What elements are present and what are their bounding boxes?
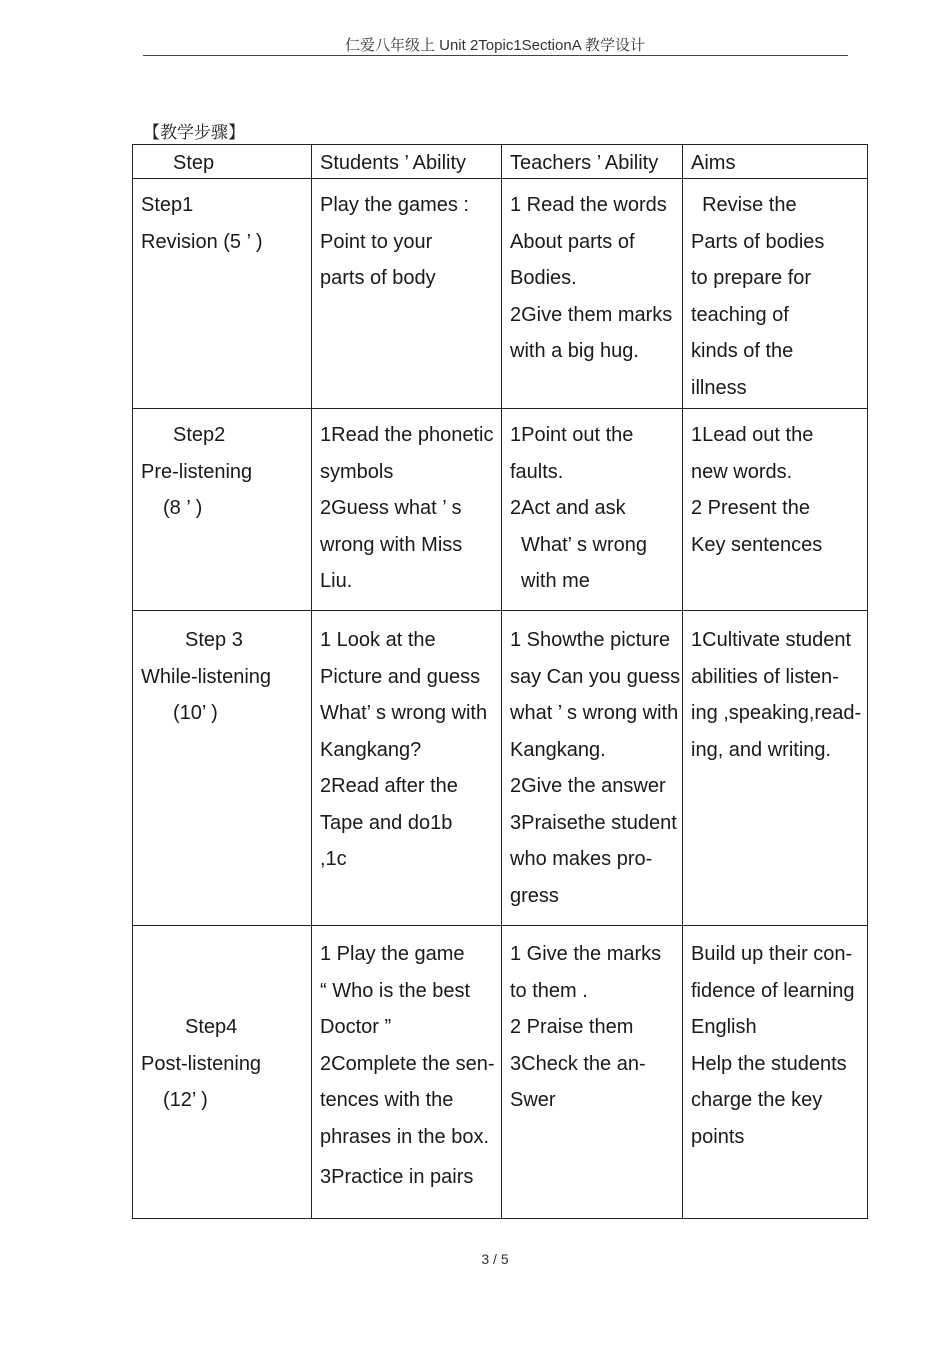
section-label: 【教学步骤】 xyxy=(143,123,245,142)
step-time: (10’ ) xyxy=(173,702,218,724)
cell-line: 1Point out the xyxy=(510,424,634,446)
cell-line: 2Give them marks xyxy=(510,303,673,326)
students-cell xyxy=(312,611,502,926)
cell-line: wrong with Miss xyxy=(320,533,463,556)
cell-line: who makes pro- xyxy=(510,848,653,870)
cell-line: with me xyxy=(521,570,590,592)
cell-line: English xyxy=(691,1016,757,1038)
cell-line: 3Practice in pairs xyxy=(320,1166,474,1188)
teachers-cell xyxy=(502,409,683,611)
header-step: Step xyxy=(133,145,312,179)
cell-line: ing, and writing. xyxy=(691,738,832,761)
aims-cell xyxy=(683,611,868,926)
teachers-cell xyxy=(502,611,683,926)
cell-line: symbols xyxy=(320,460,394,483)
cell-line: fidence of learning xyxy=(691,979,855,1002)
cell-line: Tape and do1b xyxy=(320,811,453,834)
table-header-row xyxy=(133,145,868,179)
cell-line: phrases in the box. xyxy=(320,1125,489,1148)
cell-line: 2 Praise them xyxy=(510,1016,634,1038)
cell-line: to them . xyxy=(510,979,588,1002)
students-cell xyxy=(312,179,502,409)
cell-line: 2 Present the xyxy=(691,497,810,519)
step-phase: While-listening xyxy=(141,665,272,688)
cell-line: 2Complete the sen- xyxy=(320,1052,495,1075)
cell-line: teaching of xyxy=(691,303,789,326)
aims-cell xyxy=(683,179,868,409)
students-cell xyxy=(312,926,502,1219)
cell-line: ,1c xyxy=(320,848,347,870)
cell-line: 2Act and ask xyxy=(510,497,626,519)
cell-line: 3Praisethe student xyxy=(510,811,677,834)
cell-line: 1 Give the marks xyxy=(510,943,662,965)
cell-line: 1 Look at the xyxy=(320,629,436,651)
cell-line: 3Check the an- xyxy=(510,1052,646,1075)
cell-line: 1 Showthe picture xyxy=(510,629,671,651)
step-cell xyxy=(133,409,312,611)
cell-line: what ’ s wrong with xyxy=(510,702,679,724)
cell-line: say Can you guess xyxy=(510,665,681,688)
teaching-steps-table xyxy=(132,144,868,1219)
cell-line: Bodies. xyxy=(510,267,577,289)
cell-line: Revise the xyxy=(691,194,797,216)
cell-line: What’ s wrong with xyxy=(320,702,488,724)
cell-line: 1 Play the game xyxy=(320,943,465,965)
step-name: Step2 xyxy=(173,424,226,446)
step-name: Step4 xyxy=(185,1016,238,1038)
cell-line: illness xyxy=(691,376,747,399)
cell-line: 2Read after the xyxy=(320,775,458,797)
cell-line: What’ s wrong xyxy=(521,533,647,556)
aims-cell xyxy=(683,926,868,1219)
cell-line: About parts of xyxy=(510,230,635,253)
cell-line: “ Who is the best xyxy=(320,979,471,1002)
step-phase: Pre-listening xyxy=(141,460,253,483)
step-phase: Post-listening xyxy=(141,1052,262,1075)
cell-line: 1Read the phonetic xyxy=(320,424,494,446)
cell-line: charge the key xyxy=(691,1089,823,1111)
step-name: Step1 xyxy=(141,194,194,216)
cell-line: with a big hug. xyxy=(510,340,639,362)
header-students-ability: Students ’ Ability xyxy=(312,145,502,179)
cell-line: Picture and guess xyxy=(320,665,481,688)
cell-line: Swer xyxy=(510,1089,556,1111)
teachers-cell xyxy=(502,179,683,409)
cell-line: abilities of listen- xyxy=(691,665,839,688)
cell-line: kinds of the xyxy=(691,340,794,362)
step-time: (8 ’ ) xyxy=(163,497,203,519)
cell-line: Liu. xyxy=(320,570,353,592)
cell-line: Key sentences xyxy=(691,533,823,556)
cell-line: Point to your xyxy=(320,230,433,253)
table-row xyxy=(133,179,868,409)
header-rule xyxy=(143,55,848,56)
table-row xyxy=(133,611,868,926)
cell-line: gress xyxy=(510,884,559,907)
aims-cell xyxy=(683,409,868,611)
cell-line: tences with the xyxy=(320,1089,454,1111)
page-header: 仁爱八年级上 Unit 2Topic1SectionA 教学设计 xyxy=(344,37,646,54)
step-cell xyxy=(133,179,312,409)
cell-line: Parts of bodies xyxy=(691,230,825,253)
header-aims: Aims xyxy=(683,145,868,179)
step-name: Step 3 xyxy=(185,629,243,651)
cell-line: 1 Read the words xyxy=(510,194,667,216)
header-teachers-ability: Teachers ’ Ability xyxy=(502,145,683,179)
cell-line: Kangkang? xyxy=(320,738,422,761)
step-cell xyxy=(133,611,312,926)
cell-line: new words. xyxy=(691,460,793,483)
table-row xyxy=(133,409,868,611)
cell-line: faults. xyxy=(510,460,564,483)
cell-line: ing ,speaking,read- xyxy=(691,702,862,724)
cell-line: Kangkang. xyxy=(510,738,606,761)
cell-line: 2Guess what ’ s xyxy=(320,497,462,519)
step-time: Revision (5 ’ ) xyxy=(141,230,263,253)
step-cell xyxy=(133,926,312,1219)
cell-line: 1Lead out the xyxy=(691,424,814,446)
step-time: (12’ ) xyxy=(163,1089,208,1111)
teachers-cell xyxy=(502,926,683,1219)
cell-line: to prepare for xyxy=(691,267,812,289)
cell-line: points xyxy=(691,1125,745,1148)
cell-line: parts of body xyxy=(320,267,436,289)
table-row xyxy=(133,926,868,1219)
cell-line: 1Cultivate student xyxy=(691,629,852,651)
cell-line: Build up their con- xyxy=(691,943,853,965)
cell-line: Play the games : xyxy=(320,194,469,216)
cell-line: Help the students xyxy=(691,1052,847,1075)
page-number: 3 / 5 xyxy=(481,1251,509,1267)
cell-line: 2Give the answer xyxy=(510,775,666,797)
students-cell xyxy=(312,409,502,611)
cell-line: Doctor ” xyxy=(320,1016,392,1038)
